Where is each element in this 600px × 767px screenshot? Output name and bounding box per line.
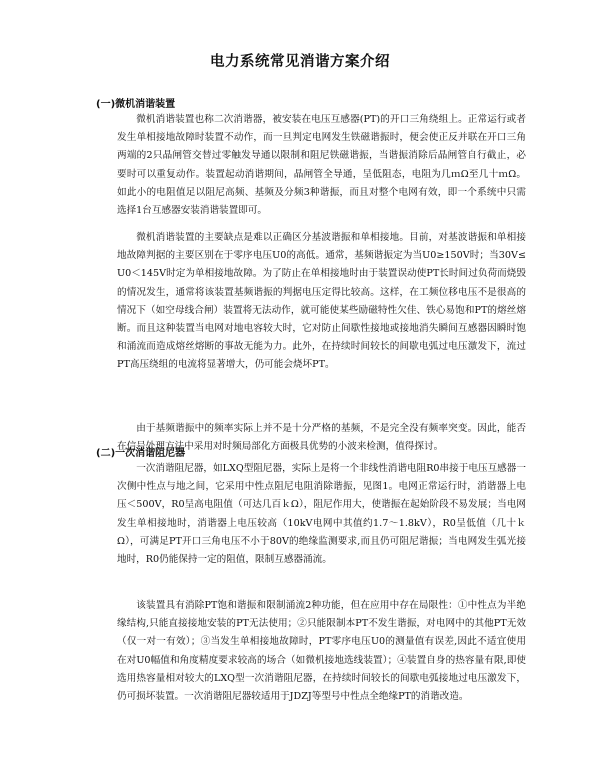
- paragraph: 一次消谐阻尼器，如LXQ型阻尼器，实际上是将一个非线性消谐电阻R0串接于电压互感器一次侧中性点与地之间，它采用中性点阻尼电阻消除谐振，见图1。电网正常运行时，消谐器上电压＜500V，R0呈高电阻值（可达几百ｋΩ），阻尼作用大，使谐振在起始阶段不易发展；当电网发生单相接地时，消谐器上电压较高（10kV电网中其值约1.7～1.8kV），R0呈低值（几十ｋΩ），可满足PT开口三角电压不小于80V的绝缘监测要求,而且仍可阻尼谐振；当电网发生弧光接地时，R0仍能保持一定的阻值，限制互感器涌流。: [117, 463, 526, 566]
- paragraph: 微机消谐装置的主要缺点是难以正确区分基波谐振和单相接地。目前，对基波谐振和单相接地故障判据的主要区别在于零序电压U0的高低。通常，基频谐振定为当U0≥150V时；当30V≤U0＜145V时定为单相接地故障。为了防止在单相接地时由于装置误动使PT长时间过负荷而烧毁的情况发生，通常将该装置基频谐振的判据电压定得比较高。这样，在工频位移电压不是很高的情况下（如空母线合闸）装置将无法动作，就可能使某些励磁特性欠佳、铁心易饱和PT的熔丝熔断。而且这种装置当电网对地电容较大时，它对防止间歇性接地或接地消失瞬间互感器因瞬时饱和涌流而造成熔丝熔断的事故无能为力。此外，在持续时间较长的间歇电弧过电压激发下，流过PT高压绕组的电流将显著增大，仍可能会烧坏PT。: [117, 232, 526, 371]
- paragraph: 该装置具有消除PT饱和谐振和限制涌流2种功能，但在应用中存在局限性：①中性点为半绝缘结构,只能直接接地安装的PT无法使用；②只能限制本PT不发生谐振，对电网中的其他PT无效（仅一对一有效）；③当发生单相接地故障时，PT零序电压U0的测量值有误差,因此不适宜使用在对U0幅值和角度精度要求较高的场合（如微机接地选线装置）；④装置自身的热容量有限,即使选用热容量相对较大的LXQ型一次消谐阻尼器，在持续时间较长的间歇电弧接地过电压激发下，仍可损坏装置。一次消谐阻尼器较适用于JDZJ等型号中性点全绝缘PT的消谐改造。: [117, 600, 526, 703]
- section-heading-primary-damper: (二)一次消谐阻尼器: [96, 448, 186, 459]
- document-title: 电力系统常见消谐方案介绍: [210, 54, 390, 70]
- paragraph: 由于基频谐振中的频率实际上并不是十分严格的基频，不是完全没有频率突变。因此，能否在信号处理方法中采用对时频局部化方面极具优势的小波来检测，值得探讨。: [117, 423, 526, 453]
- section-heading-microcomputer: (一)微机消谐装置: [96, 99, 176, 110]
- paragraph: 微机消谐装置也称二次消谐器，被安装在电压互感器(PT)的开口三角绕组上。正常运行或者发生单相接地故障时装置不动作，而一旦判定电网发生铁磁谐振时，便会使正反并联在开口三角两端的2只晶闸管交替过零触发导通以限制和阻尼铁磁谐振，当谐振消除后晶闸管自行截止，必要时可以重复动作。装置起动消谐期间，晶闸管全导通，呈低阻态，电阻为几ｍΩ至几十ｍΩ。如此小的电阻值足以阻尼高频、基频及分频3种谐振，而且对整个电网有效，即一个系统中只需选择1台互感器安装消谐装置即可。: [117, 114, 526, 217]
